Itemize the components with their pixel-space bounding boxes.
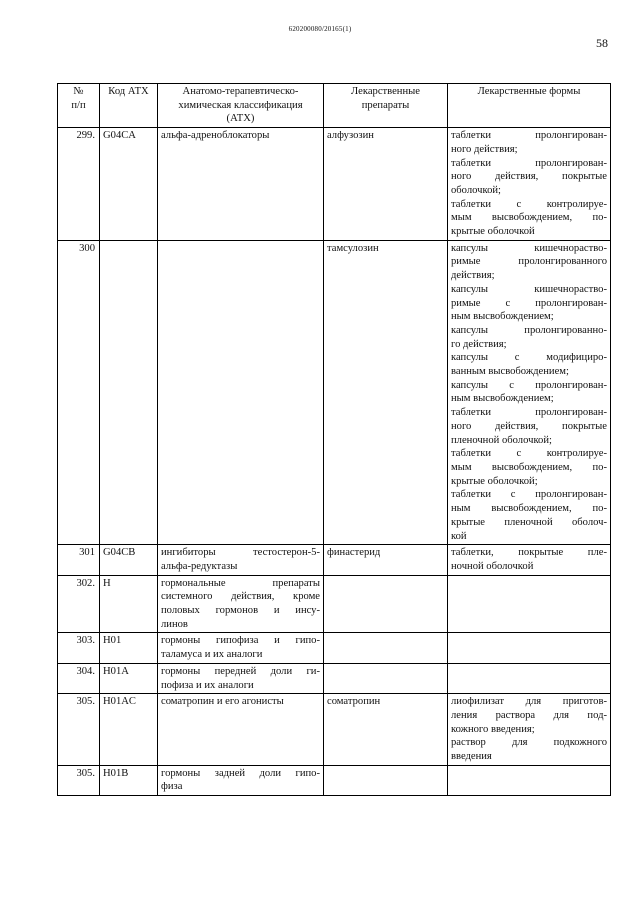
dosage-forms-line: ным высвобождением; bbox=[451, 393, 554, 405]
atc-classification-line: половых гормонов и инсу- bbox=[161, 605, 320, 617]
dosage-forms-line: крытые оболочкой; bbox=[451, 475, 538, 487]
dosage-forms bbox=[448, 663, 611, 693]
dosage-forms-line: таблетки с пролонгирован- bbox=[451, 489, 607, 501]
dosage-forms-line: римые пролонгированного bbox=[451, 256, 607, 268]
atc-classification-line: пофиза и их аналоги bbox=[161, 679, 254, 691]
row-number: 300 bbox=[58, 240, 100, 544]
dosage-forms-line: ным высвобождением, по- bbox=[451, 503, 607, 515]
table-row bbox=[58, 694, 611, 766]
dosage-forms-line: капсулы с пролонгирован- bbox=[451, 379, 607, 391]
drug-name bbox=[324, 240, 448, 544]
table-row bbox=[58, 128, 611, 241]
dosage-forms-line: таблетки пролонгирован- bbox=[451, 157, 607, 169]
dosage-forms-line: мым высвобождением, по- bbox=[451, 461, 607, 473]
dosage-forms-line: капсулы кишечнораство- bbox=[451, 283, 607, 295]
drug-name-line: финастерид bbox=[327, 547, 381, 559]
atc-classification-line: гормоны задней доли гипо- bbox=[161, 767, 320, 779]
table-row bbox=[58, 663, 611, 693]
row-number: 305. bbox=[58, 694, 100, 766]
atc-classification-line: ингибиторы тестостерон-5- bbox=[161, 547, 320, 559]
atc-code: H01AC bbox=[100, 694, 158, 766]
page-number: 58 bbox=[596, 36, 608, 50]
drug-name bbox=[324, 765, 448, 795]
atc-classification-line: гормоны передней доли ги- bbox=[161, 665, 320, 677]
header-line: Лекарственные формы bbox=[477, 86, 581, 97]
table-header-row bbox=[58, 84, 611, 128]
dosage-forms-line: крытые оболочкой bbox=[451, 226, 535, 238]
table-row bbox=[58, 240, 611, 544]
drug-name bbox=[324, 545, 448, 575]
atc-classification-line: гормональные препараты bbox=[161, 577, 320, 589]
dosage-forms-line: ного действия; bbox=[451, 143, 518, 155]
header-line: Лекарственные bbox=[351, 86, 420, 97]
atc-classification-line: гормоны гипофиза и гипо- bbox=[161, 635, 320, 647]
header-atc-classification bbox=[158, 84, 324, 128]
row-number: 302. bbox=[58, 575, 100, 633]
dosage-forms-line: ным высвобождением; bbox=[451, 311, 554, 323]
dosage-forms bbox=[448, 765, 611, 795]
dosage-forms-line: ления раствора для под- bbox=[451, 709, 607, 721]
atc-classification bbox=[158, 633, 324, 663]
atc-classification-line: альфа-редуктазы bbox=[161, 560, 238, 572]
atc-classification bbox=[158, 128, 324, 241]
row-number: 304. bbox=[58, 663, 100, 693]
dosage-forms-line: таблетки пролонгирован- bbox=[451, 407, 607, 419]
row-number: 305. bbox=[58, 765, 100, 795]
drug-name-line: соматропин bbox=[327, 696, 381, 708]
atc-drug-table bbox=[57, 83, 611, 796]
atc-classification-line: альфа-адреноблокаторы bbox=[161, 130, 270, 142]
atc-code: H01B bbox=[100, 765, 158, 795]
dosage-forms bbox=[448, 240, 611, 544]
drug-name-line: тамсулозин bbox=[327, 242, 379, 254]
header-dosage-forms bbox=[448, 84, 611, 128]
header-line: препараты bbox=[361, 99, 410, 111]
dosage-forms-line: действия; bbox=[451, 270, 495, 282]
atc-classification bbox=[158, 545, 324, 575]
header-line: Анатомо-терапевтическо- bbox=[182, 86, 299, 97]
dosage-forms-line: раствор для подкожного bbox=[451, 737, 607, 749]
dosage-forms-line: го действия; bbox=[451, 338, 507, 350]
dosage-forms-line: капсулы пролонгированно- bbox=[451, 324, 607, 336]
dosage-forms-line: таблетки с контролируе- bbox=[451, 448, 607, 460]
dosage-forms-line: оболочкой; bbox=[451, 184, 501, 196]
dosage-forms-line: таблетки пролонгирован- bbox=[451, 130, 607, 142]
drug-name bbox=[324, 128, 448, 241]
row-number: 299. bbox=[58, 128, 100, 241]
header-line: (АТХ) bbox=[226, 113, 255, 125]
dosage-forms-line: крытые пленочной оболоч- bbox=[451, 516, 607, 528]
dosage-forms-line: капсулы кишечнораство- bbox=[451, 242, 607, 254]
atc-code: H bbox=[100, 575, 158, 633]
dosage-forms-line: мым высвобождением, по- bbox=[451, 212, 607, 224]
drug-name bbox=[324, 633, 448, 663]
atc-classification-line: системного действия, кроме bbox=[161, 591, 320, 603]
atc-code bbox=[100, 240, 158, 544]
atc-code: H01A bbox=[100, 663, 158, 693]
dosage-forms-line: пленочной оболочкой; bbox=[451, 434, 552, 446]
atc-classification-line: физа bbox=[161, 781, 183, 793]
dosage-forms-line: введения bbox=[451, 751, 492, 763]
table-row bbox=[58, 545, 611, 575]
dosage-forms-line: ночной оболочкой bbox=[451, 560, 534, 572]
drug-name bbox=[324, 575, 448, 633]
atc-classification-line: таламуса и их аналоги bbox=[161, 649, 263, 661]
table-row bbox=[58, 575, 611, 633]
atc-classification bbox=[158, 240, 324, 544]
header-drugs bbox=[324, 84, 448, 128]
header-atc-code bbox=[100, 84, 158, 128]
dosage-forms-line: ного действия, покрытые bbox=[451, 420, 607, 432]
dosage-forms-line: капсулы с модифициро- bbox=[451, 352, 607, 364]
dosage-forms-line: ного действия, покрытые bbox=[451, 171, 607, 183]
dosage-forms bbox=[448, 545, 611, 575]
atc-classification bbox=[158, 694, 324, 766]
dosage-forms-line: таблетки, покрытые пле- bbox=[451, 547, 607, 559]
atc-code: G04CB bbox=[100, 545, 158, 575]
dosage-forms bbox=[448, 575, 611, 633]
table-row bbox=[58, 765, 611, 795]
drug-name bbox=[324, 694, 448, 766]
header-number bbox=[58, 84, 100, 128]
atc-classification bbox=[158, 575, 324, 633]
dosage-forms-line: лиофилизат для приготов- bbox=[451, 696, 607, 708]
dosage-forms-line: кой bbox=[451, 530, 467, 542]
header-line: № bbox=[73, 86, 84, 97]
dosage-forms bbox=[448, 694, 611, 766]
atc-classification-line: соматропин и его агонисты bbox=[161, 696, 284, 708]
dosage-forms-line: таблетки с контролируе- bbox=[451, 198, 607, 210]
table-row bbox=[58, 633, 611, 663]
atc-classification bbox=[158, 765, 324, 795]
row-number: 301 bbox=[58, 545, 100, 575]
drug-name bbox=[324, 663, 448, 693]
document-id: 620200080/20165(1) bbox=[288, 25, 352, 33]
atc-code: H01 bbox=[100, 633, 158, 663]
header-line: Код АТХ bbox=[108, 86, 149, 97]
header-line: химическая классификация bbox=[178, 99, 303, 111]
dosage-forms bbox=[448, 128, 611, 241]
drug-name-line: алфузозин bbox=[327, 130, 374, 142]
atc-classification-line: линов bbox=[161, 618, 188, 630]
dosage-forms bbox=[448, 633, 611, 663]
atc-code: G04CA bbox=[100, 128, 158, 241]
header-line: п/п bbox=[71, 99, 86, 111]
dosage-forms-line: римые с пролонгирован- bbox=[451, 297, 607, 309]
dosage-forms-line: ванным высвобождением; bbox=[451, 366, 569, 378]
row-number: 303. bbox=[58, 633, 100, 663]
atc-classification bbox=[158, 663, 324, 693]
dosage-forms-line: кожного введения; bbox=[451, 723, 535, 735]
